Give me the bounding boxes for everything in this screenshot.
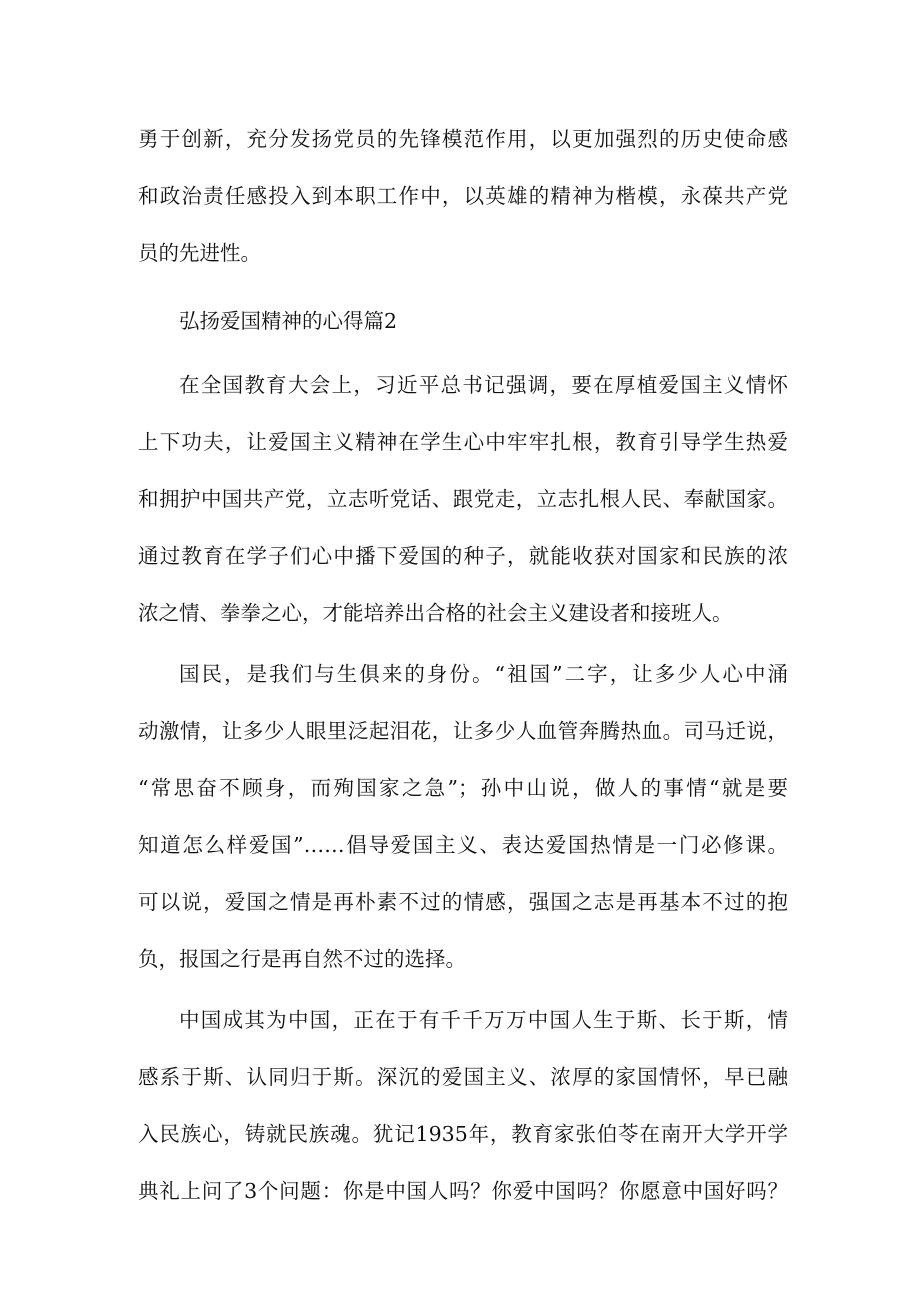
paragraph-line: 上下功夫，让爱国主义精神在学生心中牢牢扎根，教育引导学生热爱 <box>138 430 788 454</box>
paragraph-line: 在全国教育大会上，习近平总书记强调，要在厚植爱国主义情怀 <box>179 373 788 397</box>
paragraph-line: 员的先进性。 <box>138 241 261 265</box>
paragraph-line: 动激情，让多少人眼里泛起泪花，让多少人血管奔腾热血。司马迁说， <box>138 719 788 743</box>
paragraph-line: 浓之情、拳拳之心，才能培养出合格的社会主义建设者和接班人。 <box>138 601 733 625</box>
paragraph-line: 知道怎么样爱国”……倡导爱国主义、表达爱国热情是一门必修课。 <box>138 833 788 857</box>
paragraph-line: 和拥护中国共产党，立志听党话、跟党走，立志扎根人民、奉献国家。 <box>138 487 788 511</box>
section-heading: 弘扬爱国精神的心得篇2 <box>179 309 398 333</box>
paragraph-line: 典礼上问了3个问题：你是中国人吗？你爱中国吗？你愿意中国好吗？ <box>138 1179 788 1203</box>
paragraph-line: “常思奋不顾身，而殉国家之急”；孙中山说，做人的事情“就是要 <box>138 776 788 800</box>
paragraph-line: 可以说，爱国之情是再朴素不过的情感，强国之志是再基本不过的抱 <box>138 890 788 914</box>
paragraph-line: 通过教育在学子们心中播下爱国的种子，就能收获对国家和民族的浓 <box>138 544 788 568</box>
paragraph-line: 国民，是我们与生俱来的身份。“祖国”二字，让多少人心中涌 <box>179 662 788 686</box>
paragraph-line: 勇于创新，充分发扬党员的先锋模范作用，以更加强烈的历史使命感 <box>138 127 788 151</box>
paragraph-line: 和政治责任感投入到本职工作中，以英雄的精神为楷模，永葆共产党 <box>138 184 788 208</box>
paragraph-line: 感系于斯、认同归于斯。深沉的爱国主义、浓厚的家国情怀，早已融 <box>138 1065 788 1089</box>
paragraph-line: 入民族心，铸就民族魂。犹记1935年，教育家张伯苓在南开大学开学 <box>138 1122 788 1146</box>
paragraph-line: 负，报国之行是再自然不过的选择。 <box>138 947 466 971</box>
paragraph-line: 中国成其为中国，正在于有千千万万中国人生于斯、长于斯，情 <box>179 1008 788 1032</box>
